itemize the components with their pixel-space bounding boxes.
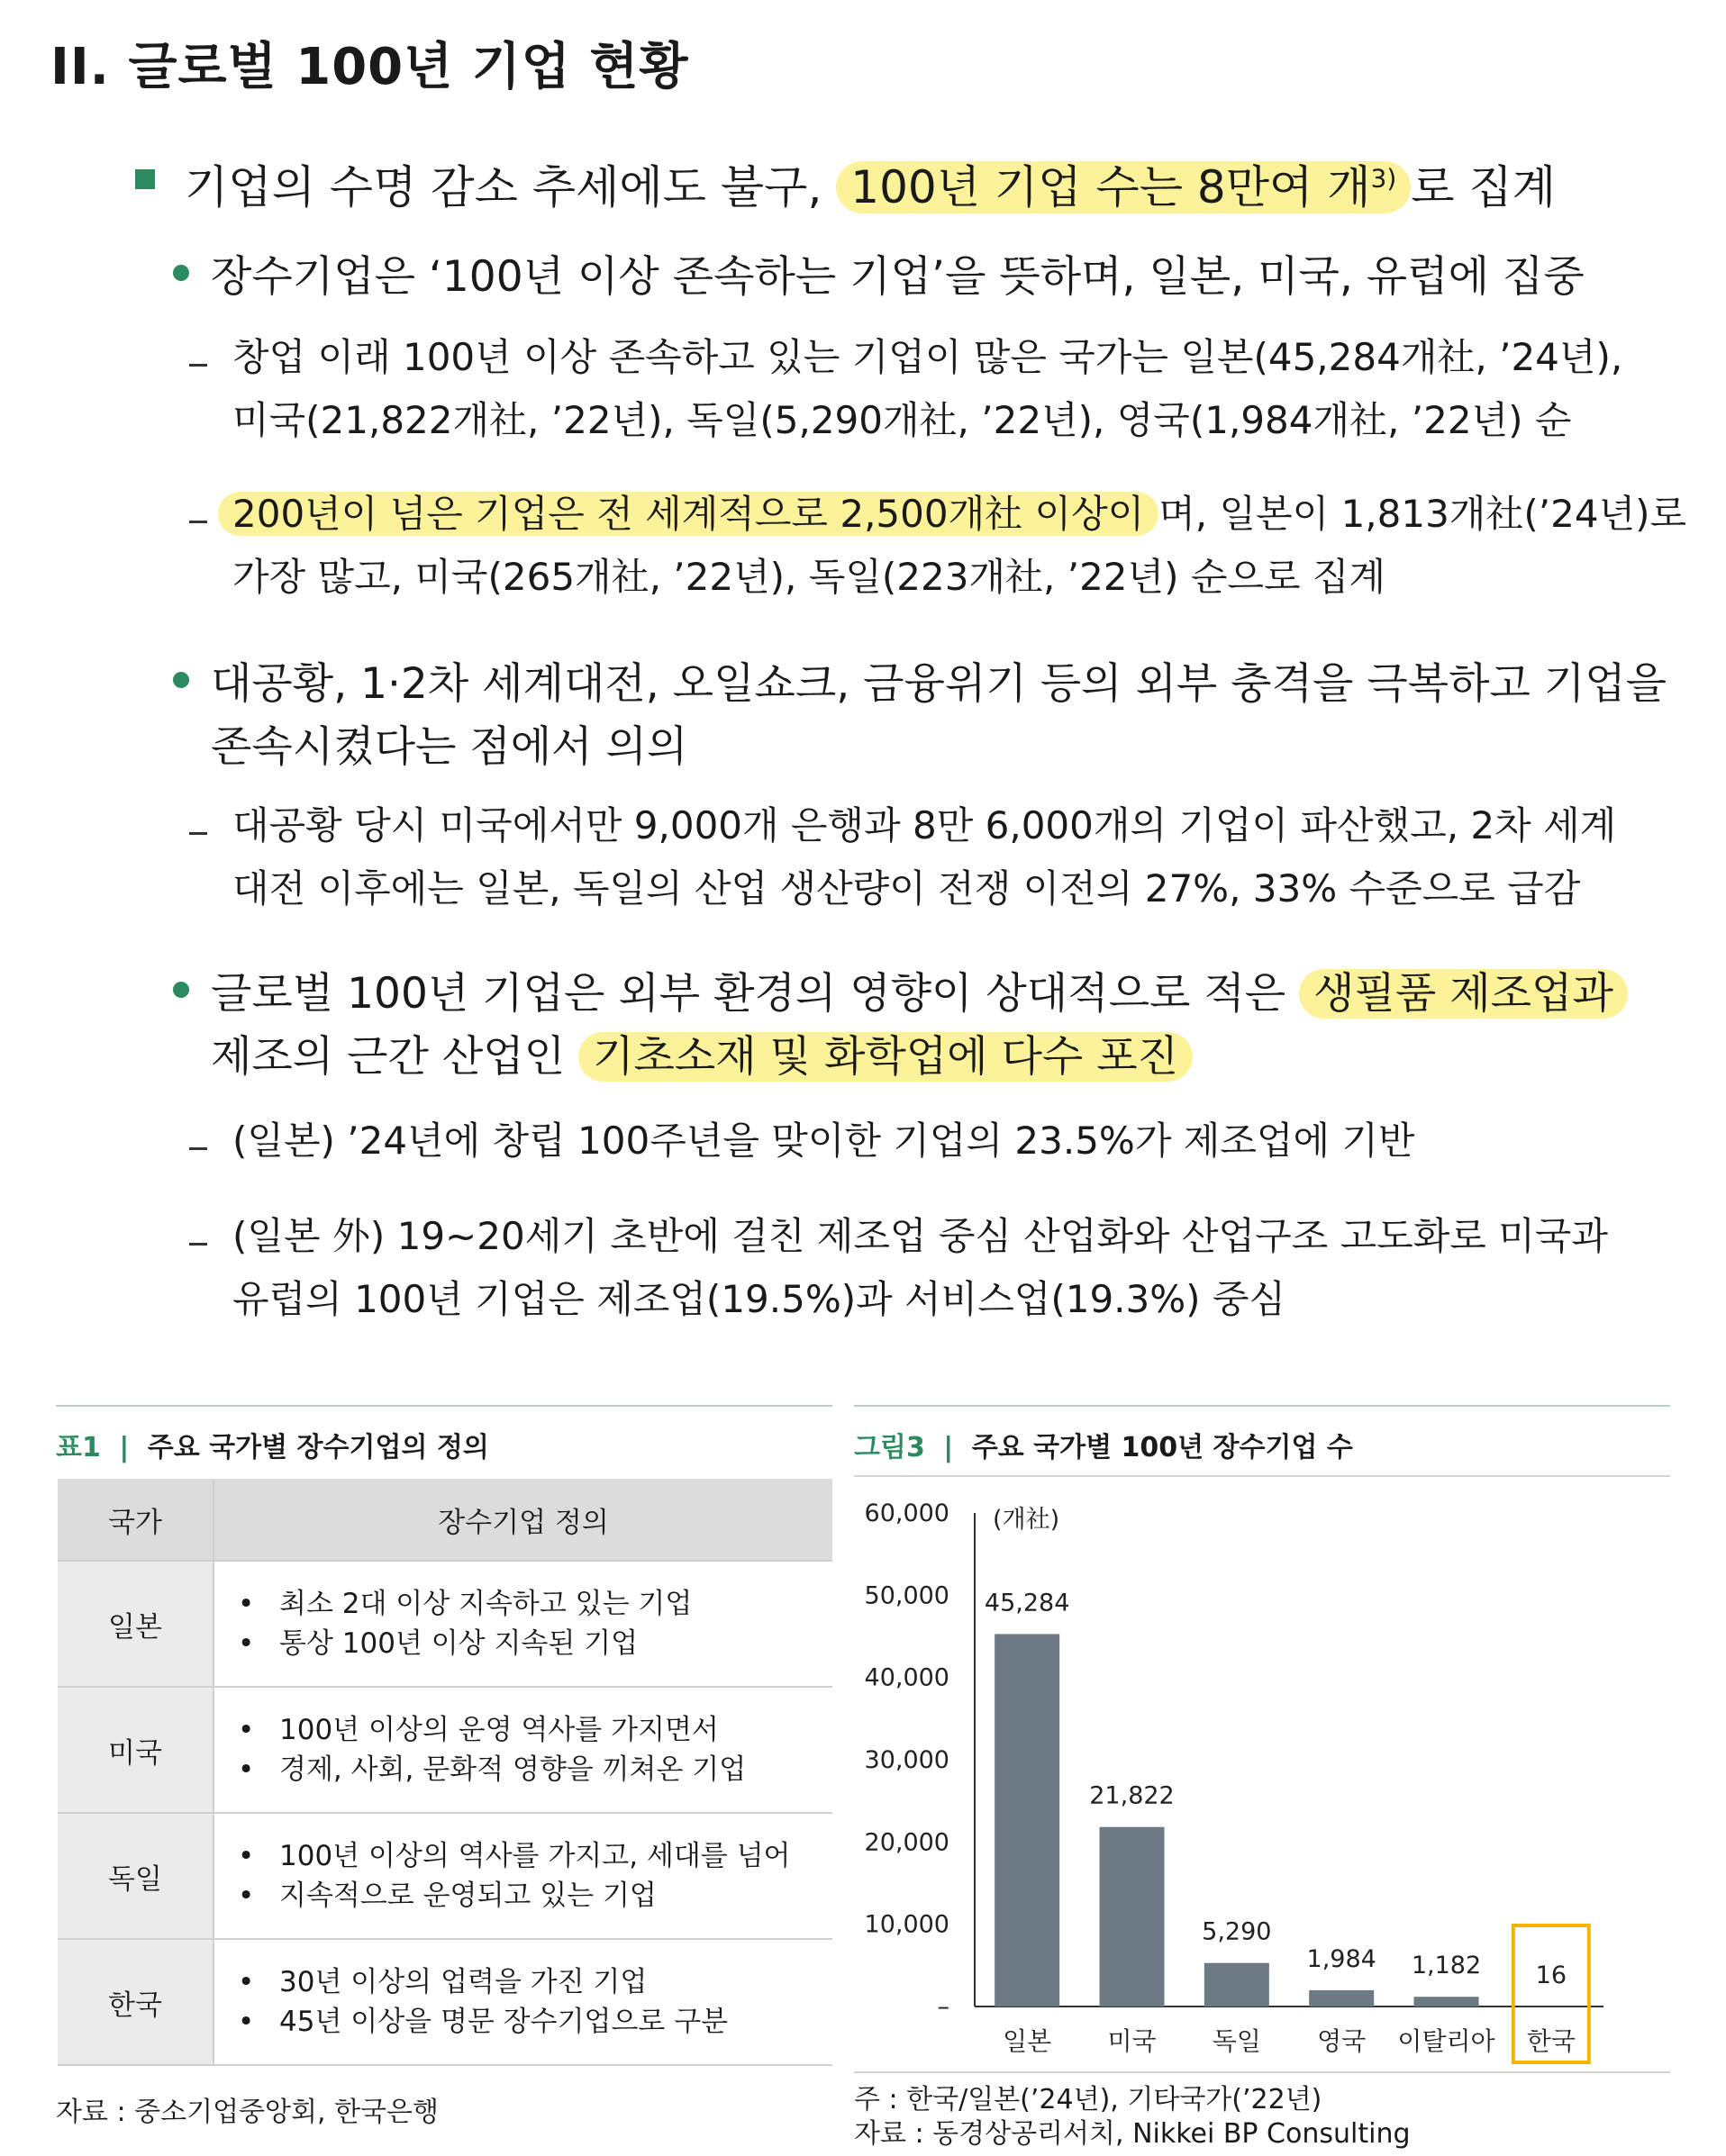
bullet-1-detail-2-line-1: 200년이 넘은 기업은 전 세계적으로 2,500개社 이상이 며, 일본이 1,813개社(’24년)로 — [218, 485, 1686, 539]
category-label: 한국 — [1526, 2026, 1576, 2056]
headline-pre: 기업의 수명 감소 추세에도 불구, — [185, 161, 822, 213]
header-country: 국가 — [58, 1479, 213, 1561]
y-tick-label: 30,000 — [864, 1746, 949, 1774]
bar-4 — [1414, 1997, 1479, 2007]
table-caption: 표1 | 주요 국가별 장수기업의 정의 — [56, 1432, 489, 1463]
figure-top-rule — [854, 1405, 1670, 1407]
bar-3 — [1309, 1990, 1374, 2007]
headline-post: 로 집계 — [1411, 161, 1557, 213]
definition-list — [238, 1962, 831, 2042]
bullet-2-detail-line-1: 대공황 당시 미국에서만 9,000개 은행과 8만 6,000개의 기업이 파산했고, 2차 세계 — [232, 803, 1617, 847]
value-label: 16 — [1535, 1961, 1567, 1989]
figure-caption: 그림3 | 주요 국가별 100년 장수기업 수 — [854, 1432, 1353, 1463]
value-label: 5,290 — [1202, 1917, 1272, 1946]
definition-text: 통상 100년 이상 지속된 기업 — [279, 1627, 639, 1660]
table-top-rule — [56, 1405, 832, 1407]
bullet-3-line-2: 제조의 근간 산업인 기초소재 및 화학업에 다수 포진 — [211, 1023, 1193, 1083]
dash-icon — [189, 1137, 207, 1154]
page-title: II. 글로벌 100년 기업 현황 — [50, 38, 689, 96]
y-tick-label: – — [937, 1993, 949, 2021]
definition-cell — [213, 1687, 832, 1813]
country-cell: 한국 — [58, 1939, 213, 2065]
definition-cell — [213, 1813, 832, 1939]
bullet-3-detail-2-line-1: (일본 外) 19~20세기 초반에 걸친 제조업 중심 산업화와 산업구조 고도화로 미국과 — [232, 1214, 1608, 1258]
bullet-icon: • — [238, 1966, 255, 1998]
dash-icon — [189, 821, 207, 838]
definition-table — [58, 1479, 832, 2066]
definition-line — [238, 1962, 831, 2002]
definition-line — [238, 2002, 831, 2042]
table-row — [58, 1939, 832, 2065]
bullet-icon: • — [238, 1714, 255, 1746]
headline-highlight: 100년 기업 수는 8만여 개$^{3)}$ — [836, 161, 1411, 213]
bullet-icon: • — [238, 1627, 255, 1660]
headline-square-icon — [135, 169, 155, 193]
y-unit-label: (개社) — [993, 1506, 1060, 1534]
detail-highlight: 200년이 넘은 기업은 전 세계적으로 2,500개社 이상이 — [218, 492, 1158, 536]
value-label: 1,984 — [1306, 1944, 1376, 1973]
bar-1 — [1100, 1827, 1165, 2007]
figure-source: 자료 : 동경상공리서치, Nikkei BP Consulting — [854, 2118, 1411, 2150]
bullet-icon: • — [238, 1840, 255, 1872]
table-source: 자료 : 중소기업중앙회, 한국은행 — [56, 2097, 439, 2128]
bar-0 — [995, 1634, 1059, 2007]
category-label: 이탈리아 — [1397, 2026, 1495, 2056]
country-cell: 미국 — [58, 1687, 213, 1813]
bullet-dot-icon — [173, 265, 189, 285]
bullet-icon: • — [238, 1753, 255, 1786]
category-label: 일본 — [1003, 2026, 1052, 2056]
bullet-1-detail-1-line-1: 창업 이래 100년 이상 존속하고 있는 기업이 많은 국가는 일본(45,284개社, ’24년), — [232, 335, 1623, 379]
bullet-3-highlight-1: 생필품 제조업과 — [1299, 969, 1628, 1019]
footnote-ref: 3) — [1370, 163, 1397, 194]
definition-list — [238, 1836, 831, 1916]
country-cell: 일본 — [58, 1561, 213, 1687]
definition-text: 최소 2대 이상 지속하고 있는 기업 — [279, 1588, 693, 1620]
bullet-dot-icon — [173, 672, 189, 692]
value-label: 21,822 — [1089, 1781, 1175, 1810]
bullet-2-line-1: 대공황, 1·2차 세계대전, 오일쇼크, 금융위기 등의 외부 충격을 극복하고 기업을 — [211, 659, 1667, 709]
definition-cell — [213, 1939, 832, 2065]
bullet-icon: • — [238, 2006, 255, 2038]
definition-text: 100년 이상의 역사를 가지고, 세대를 넘어 — [279, 1840, 791, 1872]
definition-list — [238, 1710, 831, 1789]
dash-icon — [189, 510, 207, 527]
definition-cell — [213, 1561, 832, 1687]
figure-note: 주 : 한국/일본(’24년), 기타국가(’22년) — [854, 2084, 1322, 2115]
bullet-3-line-1: 글로벌 100년 기업은 외부 환경의 영향이 상대적으로 적은 생필품 제조업과 — [211, 960, 1628, 1020]
definition-text: 30년 이상의 업력을 가진 기업 — [279, 1966, 648, 1998]
bullet-2-detail-line-2: 대전 이후에는 일본, 독일의 산업 생산량이 전쟁 이전의 27%, 33% 수준으로 급감 — [232, 866, 1581, 910]
definition-line — [238, 1624, 831, 1663]
bullet-3-detail-1: (일본) ’24년에 창립 100주년을 맞이한 기업의 23.5%가 제조업에 기반 — [232, 1119, 1415, 1163]
category-label: 미국 — [1107, 2026, 1157, 2056]
definition-line — [238, 1876, 831, 1916]
category-label: 영국 — [1317, 2026, 1367, 2056]
definition-line — [238, 1710, 831, 1750]
table-header-row — [58, 1479, 832, 1561]
dash-icon — [189, 1232, 207, 1249]
headline — [185, 151, 1556, 216]
bar-2 — [1204, 1963, 1269, 2007]
definition-line — [238, 1750, 831, 1789]
table-row — [58, 1561, 832, 1687]
category-label: 독일 — [1212, 2026, 1261, 2056]
bullet-1-detail-2-line-2: 가장 많고, 미국(265개社, ’22년), 독일(223개社, ’22년) 순으로 집계 — [232, 555, 1386, 599]
bullet-icon: • — [238, 1880, 255, 1912]
definition-line — [238, 1836, 831, 1876]
y-tick-label: 10,000 — [864, 1910, 949, 1939]
dash-icon — [189, 353, 207, 370]
y-tick-label: 50,000 — [864, 1581, 949, 1610]
figure-bottom-rule — [854, 2071, 1670, 2073]
definition-table-wrap — [58, 1479, 832, 2066]
header-definition: 장수기업 정의 — [213, 1479, 832, 1561]
definition-text: 지속적으로 운영되고 있는 기업 — [279, 1880, 657, 1912]
y-tick-label: 60,000 — [864, 1499, 949, 1527]
definition-text: 45년 이상을 명문 장수기업으로 구분 — [279, 2006, 729, 2038]
table-row — [58, 1687, 832, 1813]
country-cell: 독일 — [58, 1813, 213, 1939]
figure-caption-rule — [854, 1475, 1670, 1477]
value-label: 1,182 — [1411, 1952, 1482, 1980]
bullet-1-detail-1-line-2: 미국(21,822개社, ’22년), 독일(5,290개社, ’22년), 영국(1,984개社, ’22년) 순 — [232, 398, 1572, 442]
value-label: 45,284 — [984, 1589, 1070, 1617]
definition-list — [238, 1584, 831, 1663]
table-row — [58, 1813, 832, 1939]
bullet-dot-icon — [173, 982, 189, 1001]
y-tick-label: 20,000 — [864, 1828, 949, 1857]
definition-text: 100년 이상의 운영 역사를 가지면서 — [279, 1714, 719, 1746]
definition-line — [238, 1584, 831, 1624]
bullet-icon: • — [238, 1588, 255, 1620]
bullet-1-text: 장수기업은 ‘100년 이상 존속하는 기업’을 뜻하며, 일본, 미국, 유럽에 집중 — [211, 252, 1585, 302]
definition-text: 경제, 사회, 문화적 영향을 끼쳐온 기업 — [279, 1753, 747, 1786]
bullet-3-detail-2-line-2: 유럽의 100년 기업은 제조업(19.5%)과 서비스업(19.3%) 중심 — [232, 1277, 1286, 1321]
y-tick-label: 40,000 — [864, 1663, 949, 1692]
bar-chart — [854, 1486, 1670, 2089]
bullet-2-line-2: 존속시켰다는 점에서 의의 — [211, 722, 688, 772]
bullet-3-highlight-2: 기초소재 및 화학업에 다수 포진 — [578, 1032, 1193, 1082]
